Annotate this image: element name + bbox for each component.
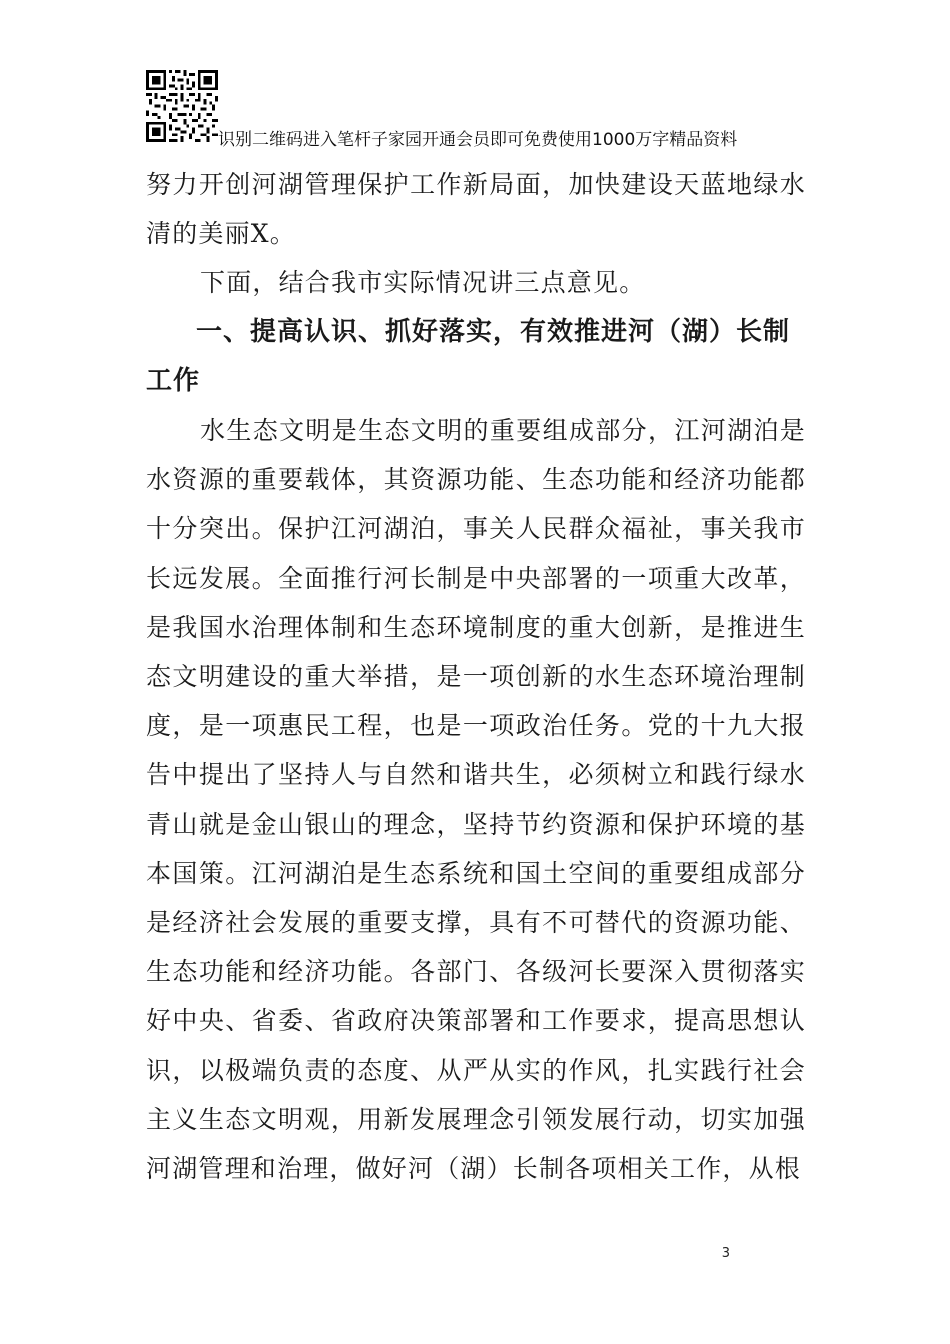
document-body [146,160,806,1193]
intro-paragraph: 下面，结合我市实际情况讲三点意见。 [200,268,646,298]
qr-code [146,70,218,142]
promo-text: 识别二维码进入笔杆子家园开通会员即可免费使用1000万字精品资料 [218,130,738,150]
section-heading: 一、提高认识、抓好落实，有效推进河（湖）长制工作 [146,316,791,396]
main-paragraph: 水生态文明是生态文明的重要组成部分，江河湖泊是水资源的重要载体，其资源功能、生态功能和经济功能都十分突出。保护江河湖泊，事关人民群众福祉，事关我市长远发展。全面推行河长制是中央部署的一项重大改革，是我国水治理体制和生态环境制度的重大创新，是推进生态文明建设的重大举措，是一项创新的水生态环境治理制度，是一项惠民工程，也是一项政治任务。党的十九大报告中提出了坚持人与自然和谐共生，必须树立和践行绿水青山就是金山银山的理念，坚持节约资源和保护环境的基本国策。江河湖泊是生态系统和国土空间的重要组成部分是经济社会发展的重要支撑，具有不可替代的资源功能、生态功能和经济功能。各部门、各级河长要深入贯彻落实好中央、省委、省政府决策部署和工作要求，提高思想认识，以极端负责的态度、从严从实的作风，扎实践行社会主义生态文明观，用新发展理念引领发展行动，切实加强河湖管理和治理，做好河（湖）长制各项相关工作，从根 [146,416,806,1184]
page-number: 3 [721,1246,730,1261]
continuation-paragraph: 努力开创河湖管理保护工作新局面，加快建设天蓝地绿水清的美丽X。 [146,170,806,249]
